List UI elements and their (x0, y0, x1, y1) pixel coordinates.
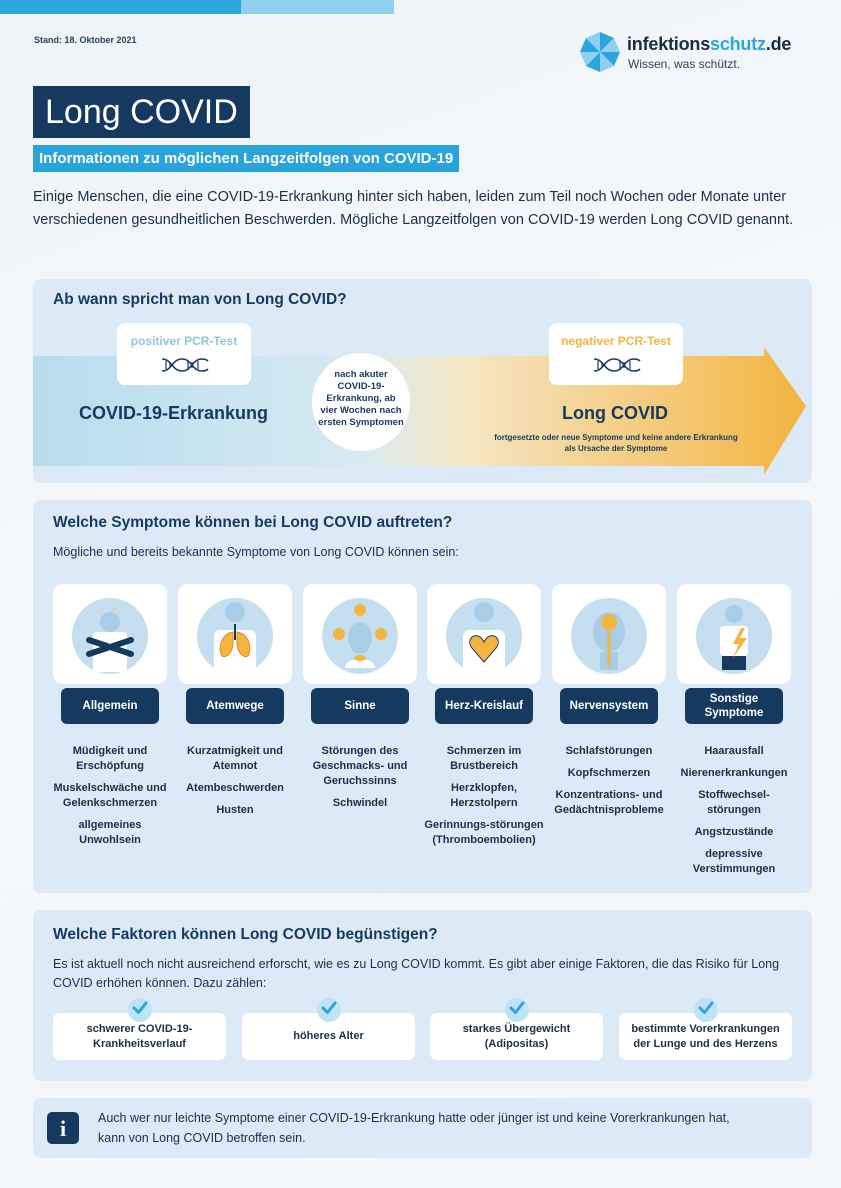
risk-factor-card: starkes Übergewicht (Adipositas) (430, 1013, 603, 1060)
symptom-item: Schwindel (332, 797, 388, 809)
pcr-negative-label: negativer PCR-Test (561, 334, 671, 348)
symptom-tag-herz-kreislauf: Herz-Kreislauf (435, 688, 533, 724)
pcr-negative-card (549, 323, 683, 385)
symptom-item: Angstzustände (694, 826, 774, 838)
intro-text: Einige Menschen, die eine COVID-19-Erkrankung hinter sich haben, leiden zum Teil noch Wochen oder Monate unter verschiedenen gesundheitlichen Beschwerden. Mögliche Langzeitfolgen von COVID-19 werden Long COVID genannt. (33, 189, 794, 228)
top-accent-bar-dark (0, 0, 241, 14)
symptom-list-atemwege (173, 744, 297, 825)
heart-icon (439, 590, 529, 678)
symptom-item: allgemeines Unwohlsein (78, 819, 142, 846)
info-note (33, 1098, 812, 1158)
risk-factor-card: schwerer COVID-19-Krankheitsverlauf (53, 1013, 226, 1060)
symptom-list-nervensystem (547, 744, 671, 825)
lightning-body-icon (689, 590, 779, 678)
page-subtitle: Informationen zu möglichen Langzeitfolgen von COVID-19 (33, 145, 459, 172)
phase-acute-label: COVID-19-Erkrankung (79, 403, 269, 423)
symptom-item: depressive Verstimmungen (692, 848, 776, 875)
symptom-item: Stoffwechsel-störungen (698, 789, 770, 816)
symptom-list-sonstige (672, 744, 796, 884)
brain-icon (564, 590, 654, 678)
symptom-card-nervensystem (552, 584, 666, 684)
symptom-item: Schmerzen im Brustbereich (446, 745, 522, 772)
phase-long-covid-description: fortgesetzte oder neue Symptome und keine andere Erkrankung als Ursache der Symptome (494, 433, 738, 453)
symptom-item: Atembeschwerden (186, 782, 284, 794)
lungs-icon (190, 590, 280, 678)
symptom-item: Kurzatmigkeit und Atemnot (187, 745, 283, 772)
senses-icon (315, 590, 405, 678)
section-symptoms (33, 500, 812, 893)
section-heading: Welche Symptome können bei Long COVID auftreten? (53, 514, 453, 531)
symptom-item: Schlafstörungen (565, 745, 653, 757)
symptom-item: Husten (216, 804, 254, 816)
symptom-card-sonstige (677, 584, 791, 684)
symptom-item: Muskelschwäche und Gelenkschmerzen (53, 782, 167, 809)
symptom-item: Haarausfall (704, 745, 764, 757)
section-heading: Welche Faktoren können Long COVID begünstigen? (53, 926, 438, 943)
check-icon (505, 998, 529, 1022)
pcr-positive-card (117, 323, 251, 385)
symptom-tag-nervensystem: Nervensystem (560, 688, 658, 724)
info-icon: i (47, 1112, 79, 1144)
symptom-tag-allgemein: Allgemein (61, 688, 159, 724)
symptom-list-allgemein (48, 744, 172, 855)
pcr-positive-label: positiver PCR-Test (130, 334, 238, 348)
tired-person-icon (65, 590, 155, 678)
symptom-card-sinne (303, 584, 417, 684)
symptom-list-sinne (298, 744, 422, 818)
symptom-tag-sinne: Sinne (311, 688, 409, 724)
symptom-item: Müdigkeit und Erschöpfung (72, 745, 148, 772)
brand-name: infektionsschutz.de (627, 34, 792, 54)
timing-text: nach akuter COVID-19-Erkrankung, ab vier Wochen nach ersten Symptomen (318, 369, 404, 428)
section-timeline (33, 279, 812, 483)
check-icon (317, 998, 341, 1022)
symptom-card-atemwege (178, 584, 292, 684)
symptom-card-allgemein (53, 584, 167, 684)
symptom-item: Gerinnungs-störungen (Thromboembolien) (424, 819, 544, 846)
symptom-item: Konzentrations- und Gedächtnisprobleme (554, 789, 664, 816)
check-icon (128, 998, 152, 1022)
symptom-item: Kopfschmerzen (567, 767, 651, 779)
timing-circle (312, 353, 410, 451)
section-lead: Es ist aktuell noch nicht ausreichend erforscht, wie es zu Long COVID kommt. Es gibt aber einige Faktoren, die das Risiko für Long COVID erhöhen können. Dazu zählen: (53, 957, 780, 990)
symptom-card-herz-kreislauf (427, 584, 541, 684)
dna-icon (160, 356, 210, 374)
risk-factor-card: höheres Alter (242, 1013, 415, 1060)
info-note-text: Auch wer nur leichte Symptome einer COVID-19-Erkrankung hatte oder jünger ist und keine Vorerkrankungen hat, kann von Long COVID betroffen sein. (98, 1111, 730, 1145)
symptom-tag-sonstige: Sonstige Symptome (685, 688, 783, 724)
symptom-item: Störungen des Geschmacks- und Geruchssinns (312, 745, 408, 787)
svg-text:ᶻ: ᶻ (113, 605, 116, 614)
check-icon (694, 998, 718, 1022)
symptom-list-herz-kreislauf (422, 744, 546, 855)
section-heading: Ab wann spricht man von Long COVID? (53, 291, 347, 308)
symptom-item: Herzklopfen, Herzstolpern (450, 782, 518, 809)
umbrella-logo-icon (578, 30, 622, 74)
brand-slogan: Wissen, was schützt. (628, 57, 741, 71)
phase-long-covid-label: Long COVID (562, 403, 668, 423)
brand-logo[interactable] (578, 30, 818, 80)
page-title: Long COVID (33, 86, 250, 138)
dna-icon (592, 356, 642, 374)
symptom-tag-atemwege: Atemwege (186, 688, 284, 724)
section-risk-factors (33, 910, 812, 1081)
risk-factor-card: bestimmte Vorerkrankungen der Lunge und des Herzens (619, 1013, 792, 1060)
section-lead: Mögliche und bereits bekannte Symptome von Long COVID können sein: (53, 545, 459, 559)
top-accent-bar-light (241, 0, 394, 14)
top-accent-bar (0, 0, 841, 14)
symptom-item: Nierenerkrankungen (680, 767, 788, 779)
date-stamp: Stand: 18. Oktober 2021 (34, 35, 137, 45)
